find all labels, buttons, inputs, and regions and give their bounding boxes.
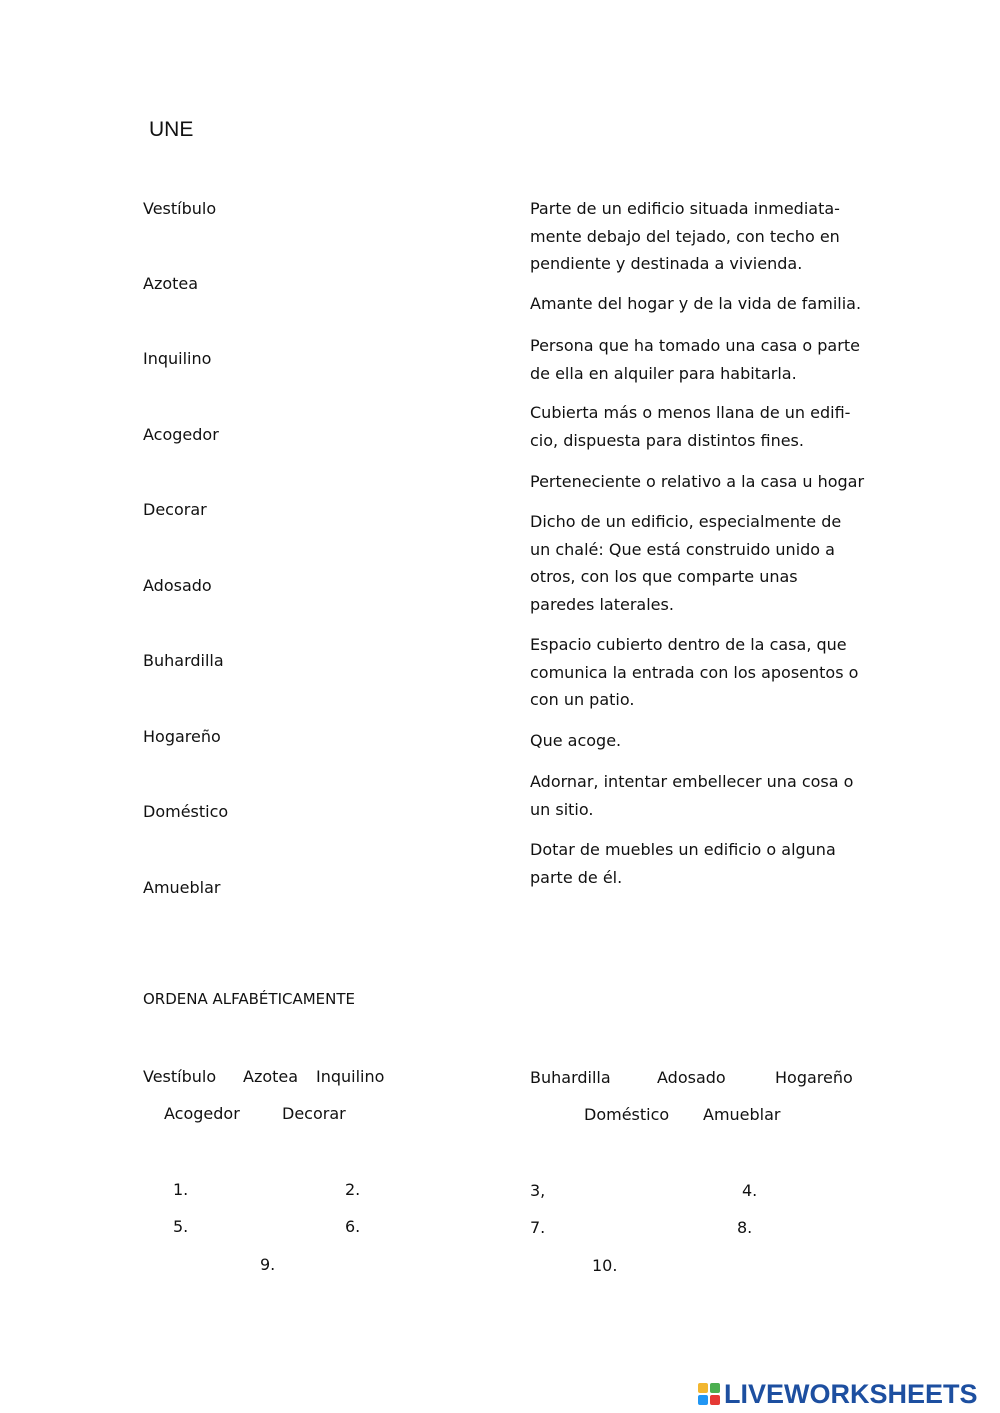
definition-item: Espacio cubierto dentro de la casa, que comunica la entrada con los aposentos o con un patio. xyxy=(530,635,859,709)
answer-slot-label: 3, xyxy=(530,1181,546,1200)
word-item: Inquilino xyxy=(143,349,212,368)
order-word: Azotea xyxy=(243,1067,299,1086)
order-word: Inquilino xyxy=(316,1067,385,1086)
order-word: Adosado xyxy=(657,1068,726,1087)
logo-square xyxy=(710,1395,720,1405)
word-item: Vestíbulo xyxy=(143,199,217,218)
word-item: Amueblar xyxy=(143,878,221,897)
word-item: Azotea xyxy=(143,274,199,293)
order-word: Doméstico xyxy=(584,1105,670,1124)
brand-name: LIVEWORKSHEETS xyxy=(724,1378,978,1409)
word-item: Acogedor xyxy=(143,425,219,444)
definition-item: Cubierta más o menos llana de un edifi- cio, dispuesta para distintos fines. xyxy=(530,403,851,450)
logo-square xyxy=(710,1383,720,1393)
definition-item: Perteneciente o relativo a la casa u hogar xyxy=(530,472,865,491)
answer-slot-label: 1. xyxy=(173,1180,189,1199)
logo-square xyxy=(698,1383,708,1393)
order-word: Acogedor xyxy=(164,1104,240,1123)
word-item: Doméstico xyxy=(143,802,229,821)
liveworksheets-logo xyxy=(698,1378,978,1410)
word-item: Decorar xyxy=(143,500,207,519)
answer-slot-label: 6. xyxy=(345,1217,361,1236)
answer-slot-label: 4. xyxy=(742,1181,758,1200)
definition-item: Amante del hogar y de la vida de familia. xyxy=(530,294,862,313)
word-item: Buhardilla xyxy=(143,651,224,670)
word-item: Adosado xyxy=(143,576,212,595)
order-word: Vestíbulo xyxy=(143,1067,217,1086)
definition-item: Dotar de muebles un edificio o alguna parte de él. xyxy=(530,840,836,887)
answer-slot-label: 10. xyxy=(592,1256,618,1275)
order-word: Hogareño xyxy=(775,1068,853,1087)
definition-item: Que acoge. xyxy=(530,731,622,750)
section-heading: ORDENA ALFABÉTICAMENTE xyxy=(143,990,356,1008)
answer-slot-label: 7. xyxy=(530,1218,546,1237)
logo-square xyxy=(698,1395,708,1405)
page-title: UNE xyxy=(149,118,194,141)
order-word: Amueblar xyxy=(703,1105,781,1124)
order-word: Decorar xyxy=(282,1104,346,1123)
answer-slot-label: 8. xyxy=(737,1218,753,1237)
answer-slot-label: 2. xyxy=(345,1180,361,1199)
logo-mark-icon xyxy=(698,1383,720,1405)
answer-slot-label: 5. xyxy=(173,1217,189,1236)
order-word: Buhardilla xyxy=(530,1068,611,1087)
definition-item: Persona que ha tomado una casa o parte de ella en alquiler para habitarla. xyxy=(530,336,860,383)
answer-slot-label: 9. xyxy=(260,1255,276,1274)
word-item: Hogareño xyxy=(143,727,221,746)
definition-item: Adornar, intentar embellecer una cosa o un sitio. xyxy=(530,772,854,819)
definition-item: Dicho de un edificio, especialmente de un chalé: Que está construido unido a otros, con los que comparte unas paredes laterales. xyxy=(530,512,842,614)
definition-item: Parte de un edificio situada inmediata- mente debajo del tejado, con techo en pendiente y destinada a vivienda. xyxy=(530,199,840,273)
